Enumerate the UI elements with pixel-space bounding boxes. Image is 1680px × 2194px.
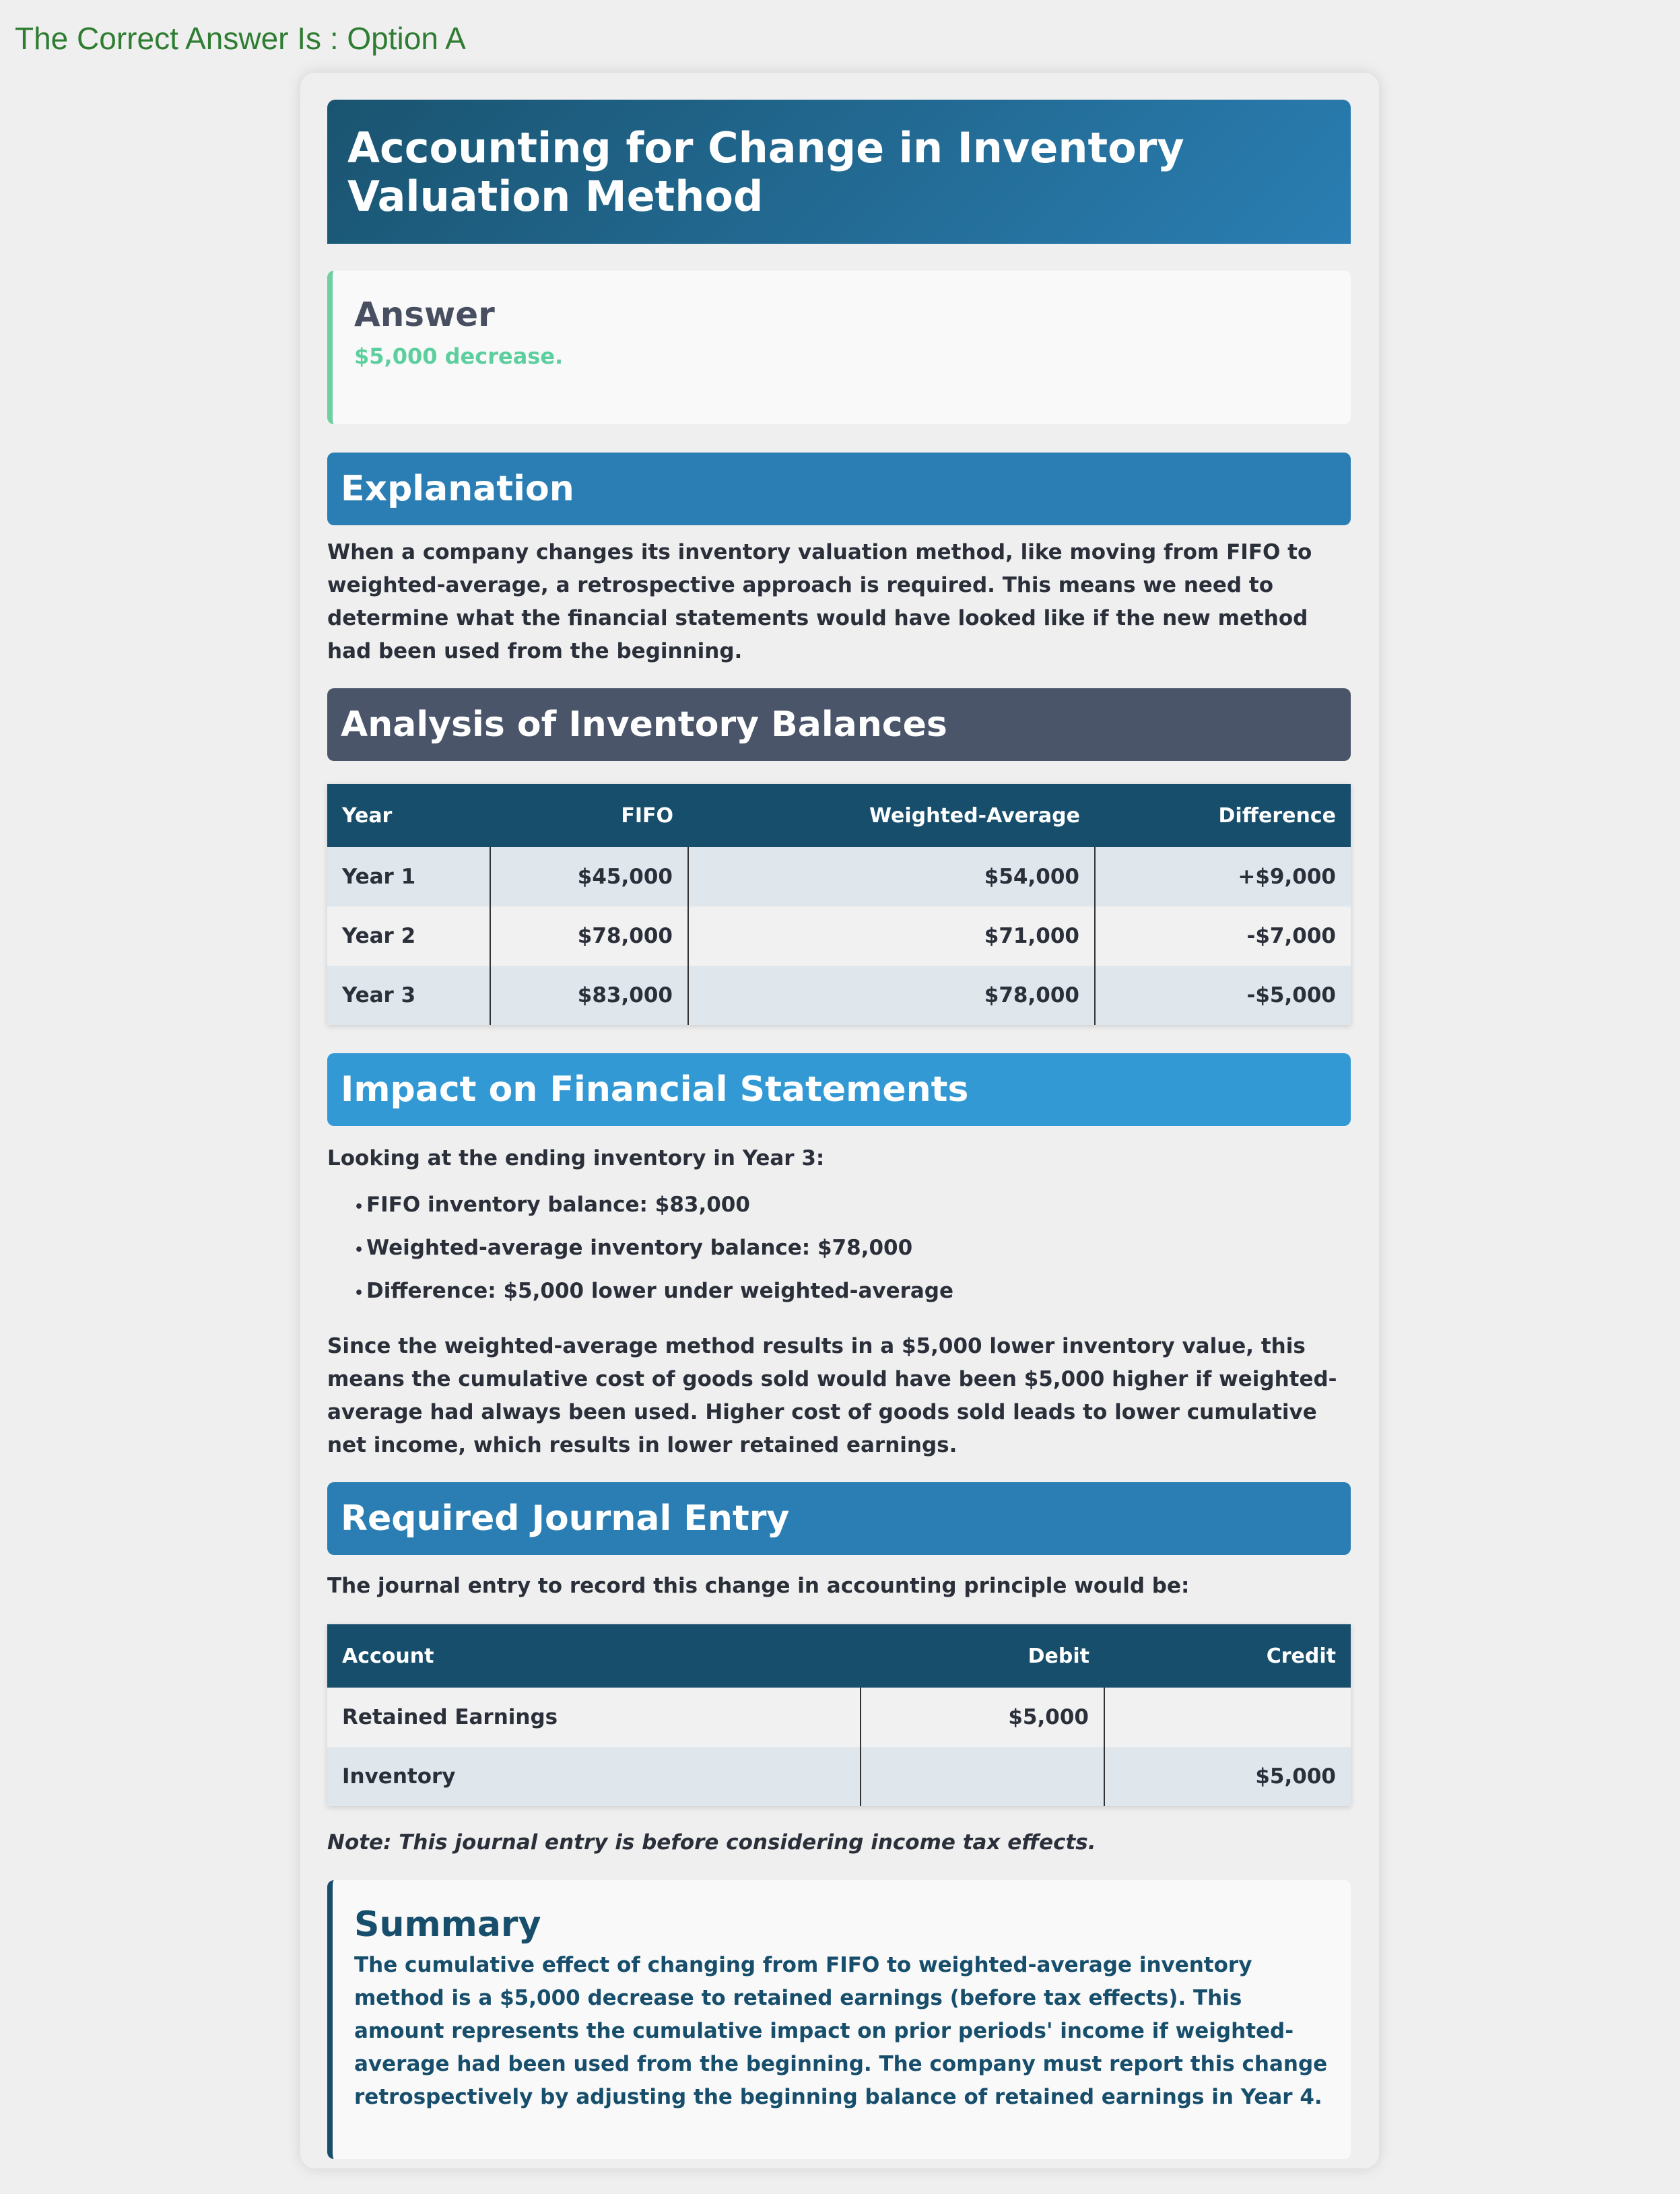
col-account: Account xyxy=(327,1624,861,1688)
content-inner xyxy=(327,100,1351,2159)
cell-year: Year 1 xyxy=(327,847,490,906)
page-title: Accounting for Change in Inventory Valuation Method xyxy=(347,123,1184,221)
cell-fifo: $83,000 xyxy=(490,966,688,1025)
list-item: • Difference: $5,000 lower under weighted-average xyxy=(354,1279,954,1303)
title-bar xyxy=(327,100,1351,244)
journal-intro: The journal entry to record this change in accounting principle would be: xyxy=(327,1574,1190,1598)
correct-answer-banner: The Correct Answer Is : Option A xyxy=(15,21,466,56)
cell-year: Year 3 xyxy=(327,966,490,1025)
col-difference: Difference xyxy=(1095,784,1351,847)
cell-weighted-average: $54,000 xyxy=(688,847,1095,906)
answer-text: $5,000 decrease. xyxy=(354,343,564,369)
summary-heading: Summary xyxy=(354,1904,541,1945)
cell-fifo: $78,000 xyxy=(490,906,688,966)
summary-box xyxy=(327,1880,1351,2159)
table-row xyxy=(327,847,1351,906)
col-debit: Debit xyxy=(861,1624,1104,1688)
impact-heading: Impact on Financial Statements xyxy=(327,1053,1351,1126)
cell-difference: +$9,000 xyxy=(1095,847,1351,906)
inventory-table-header xyxy=(327,784,1351,847)
cell-fifo: $45,000 xyxy=(490,847,688,906)
explanation-heading: Explanation xyxy=(327,453,1351,525)
analysis-heading: Analysis of Inventory Balances xyxy=(327,688,1351,761)
cell-difference: -$7,000 xyxy=(1095,906,1351,966)
impact-intro: Looking at the ending inventory in Year 3: xyxy=(327,1146,825,1170)
summary-text: The cumulative effect of changing from FIFO to weighted-average inventory method is a $5,000 decrease to retained earnings (before tax effects). This amount represents the cumulative impact on prior periods' income if weighted-average had been used from the beginning. The company must report this change retrospectively by adjusting the beginning balance of retained earnings in Year 4. xyxy=(354,1953,1328,2109)
journal-heading: Required Journal Entry xyxy=(327,1482,1351,1555)
answer-box xyxy=(327,271,1351,424)
journal-note: Note: This journal entry is before considering income tax effects. xyxy=(327,1830,1096,1855)
journal-table-header xyxy=(327,1624,1351,1688)
list-item: • Weighted-average inventory balance: $78,000 xyxy=(354,1236,913,1260)
cell-difference: -$5,000 xyxy=(1095,966,1351,1025)
table-row xyxy=(327,1688,1351,1747)
cell-weighted-average: $78,000 xyxy=(688,966,1095,1025)
content-card xyxy=(300,73,1379,2168)
cell-year: Year 2 xyxy=(327,906,490,966)
list-item: • FIFO inventory balance: $83,000 xyxy=(354,1193,750,1217)
table-row xyxy=(327,1747,1351,1806)
cell-credit xyxy=(1104,1688,1351,1747)
table-row xyxy=(327,906,1351,966)
cell-debit xyxy=(861,1747,1104,1806)
answer-heading: Answer xyxy=(354,295,495,334)
inventory-table xyxy=(327,784,1351,1025)
cell-account: Retained Earnings xyxy=(327,1688,861,1747)
cell-account: Inventory xyxy=(327,1747,861,1806)
journal-table xyxy=(327,1624,1351,1806)
impact-list xyxy=(327,1183,1351,1312)
col-fifo: FIFO xyxy=(490,784,688,847)
col-weighted-average: Weighted-Average xyxy=(688,784,1095,847)
cell-weighted-average: $71,000 xyxy=(688,906,1095,966)
explanation-text: When a company changes its inventory valuation method, like moving from FIFO to weighted-average, a retrospective approach is required. This means we need to determine what the financial statements would have looked like if the new method had been used from the beginning. xyxy=(327,540,1312,663)
cell-credit: $5,000 xyxy=(1104,1747,1351,1806)
cell-debit: $5,000 xyxy=(861,1688,1104,1747)
col-credit: Credit xyxy=(1104,1624,1351,1688)
table-row xyxy=(327,966,1351,1025)
col-year: Year xyxy=(327,784,490,847)
impact-text: Since the weighted-average method results in a $5,000 lower inventory value, this means the cumulative cost of goods sold would have been $5,000 higher if weighted-average had always been used. Higher cost of goods sold leads to lower cumulative net income, which results in lower retained earnings. xyxy=(327,1334,1337,1457)
